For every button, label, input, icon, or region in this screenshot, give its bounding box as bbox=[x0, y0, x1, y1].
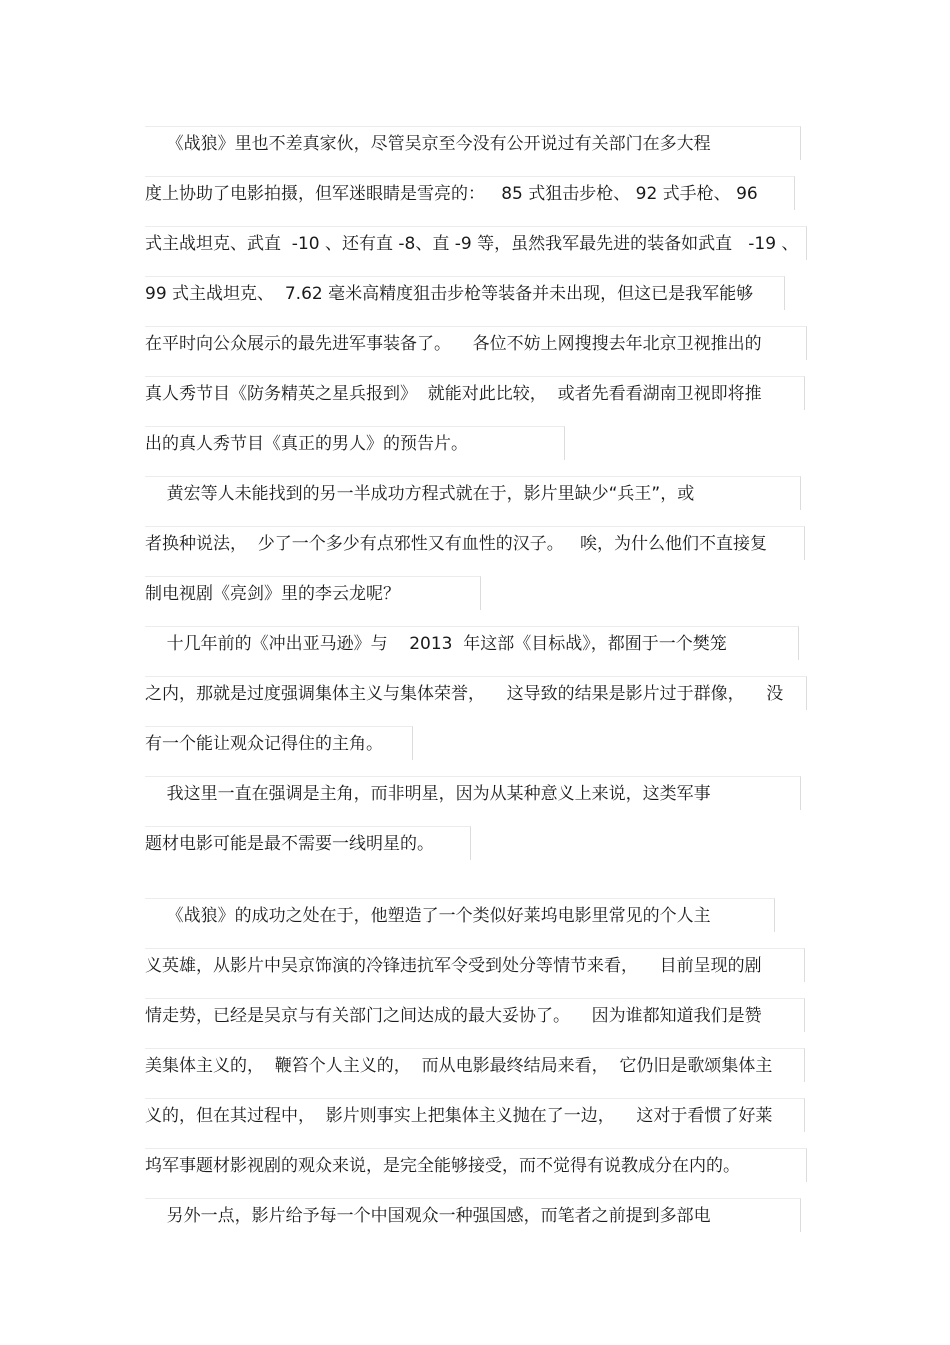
text-line: 者换种说法， 少了一个多少有点邪性又有血性的汉子。 唉，为什么他们不直接复 bbox=[145, 526, 805, 560]
text-line: 在平时向公众展示的最先进军事装备了。 各位不妨上网搜搜去年北京卫视推出的 bbox=[145, 326, 807, 360]
text-line: 度上协助了电影拍摄，但军迷眼睛是雪亮的： 85 式狙击步枪、 92 式手枪、 96 bbox=[145, 176, 795, 210]
text-line: 式主战坦克、武直 -10 、还有直 -8、直 -9 等，虽然我军最先进的装备如武直 -19 、 bbox=[145, 226, 807, 260]
text-line: 题材电影可能是最不需要一线明星的。 bbox=[145, 826, 471, 860]
text-line: 《战狼》的成功之处在于，他塑造了一个类似好莱坞电影里常见的个人主 bbox=[145, 898, 775, 932]
text-line: 真人秀节目《防务精英之星兵报到》 就能对此比较， 或者先看看湖南卫视即将推 bbox=[145, 376, 805, 410]
text-line: 出的真人秀节目《真正的男人》的预告片。 bbox=[145, 426, 565, 460]
text-line: 义的，但在其过程中， 影片则事实上把集体主义抛在了一边， 这对于看惯了好莱 bbox=[145, 1098, 805, 1132]
text-line: 义英雄，从影片中吴京饰演的冷锋违抗军令受到处分等情节来看， 目前呈现的剧 bbox=[145, 948, 805, 982]
text-line: 之内，那就是过度强调集体主义与集体荣誉， 这导致的结果是影片过于群像， 没 bbox=[145, 676, 807, 710]
text-line: 另外一点，影片给予每一个中国观众一种强国感，而笔者之前提到多部电 bbox=[145, 1198, 801, 1232]
text-line: 99 式主战坦克、 7.62 毫米高精度狙击步枪等装备并未出现，但这已是我军能够 bbox=[145, 276, 785, 310]
text-line: 美集体主义的， 鞭笞个人主义的， 而从电影最终结局来看， 它仍旧是歌颂集体主 bbox=[145, 1048, 805, 1082]
text-line: 有一个能让观众记得住的主角。 bbox=[145, 726, 413, 760]
text-line: 黄宏等人未能找到的另一半成功方程式就在于，影片里缺少“兵王”，或 bbox=[145, 476, 801, 510]
text-line: 我这里一直在强调是主角，而非明星，因为从某种意义上来说，这类军事 bbox=[145, 776, 801, 810]
text-line: 十几年前的《冲出亚马逊》与 2013 年这部《目标战》，都囿于一个樊笼 bbox=[145, 626, 799, 660]
text-line: 坞军事题材影视剧的观众来说，是完全能够接受，而不觉得有说教成分在内的。 bbox=[145, 1148, 807, 1182]
text-line: 情走势，已经是吴京与有关部门之间达成的最大妥协了。 因为谁都知道我们是赞 bbox=[145, 998, 805, 1032]
text-line: 《战狼》里也不差真家伙，尽管吴京至今没有公开说过有关部门在多大程 bbox=[145, 126, 801, 160]
text-line: 制电视剧《亮剑》里的李云龙呢？ bbox=[145, 576, 481, 610]
